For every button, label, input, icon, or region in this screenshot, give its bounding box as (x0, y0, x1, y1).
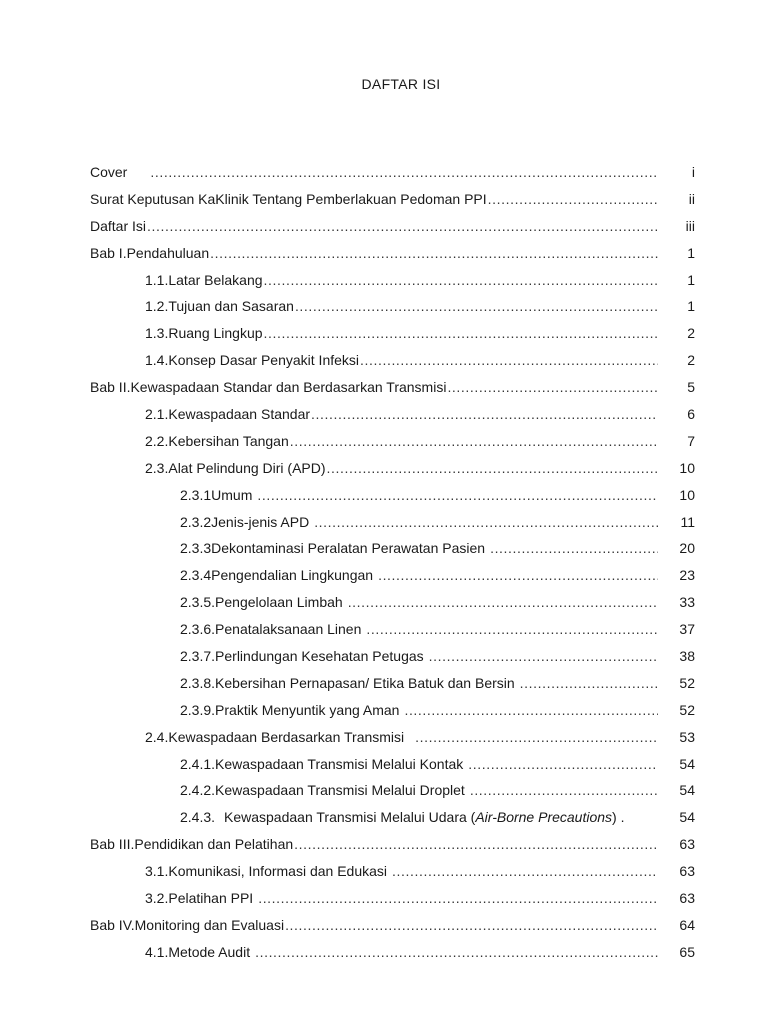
toc-page-number: i (691, 164, 695, 180)
toc-entry[interactable] (90, 245, 695, 272)
toc-entry[interactable] (90, 917, 695, 944)
dot-leader (285, 917, 658, 933)
dot-leader (258, 890, 658, 906)
toc-page-number: 11 (680, 513, 695, 530)
toc-entry-number: Bab III. (90, 836, 135, 853)
toc-page-number: 10 (679, 459, 695, 476)
toc-entry-number: 1.3. (145, 325, 169, 342)
dot-leader (257, 487, 658, 503)
dot-leader (264, 272, 658, 288)
toc-page-number: 38 (679, 648, 695, 665)
dot-leader (294, 836, 658, 852)
toc-entry-text: Alat Pelindung Diri (APD) (168, 459, 326, 476)
toc-entry[interactable] (90, 379, 695, 406)
page-title: DAFTAR ISI (361, 76, 441, 92)
toc-entry[interactable] (90, 164, 695, 191)
dot-leader (392, 863, 658, 879)
toc-page-number: 20 (679, 540, 695, 557)
toc-entry-text: Kewaspadaan Standar (168, 406, 311, 423)
toc-entry-number: Bab II. (90, 379, 131, 396)
dot-leader (470, 782, 658, 798)
toc-entry[interactable] (90, 594, 695, 621)
toc-entry-text: Metode Audit (168, 943, 251, 960)
toc-entry-text: Kebersihan Pernapasan/ Etika Batuk dan Bersin (215, 674, 515, 691)
dot-leader (314, 514, 658, 530)
toc-entry[interactable] (90, 756, 695, 783)
toc-entry[interactable] (90, 540, 695, 567)
toc-entry[interactable] (90, 863, 695, 890)
toc-page-number: 7 (687, 432, 695, 449)
toc-entry[interactable] (90, 406, 695, 433)
toc-entry-number: 1.4. (145, 352, 169, 369)
toc-entry[interactable] (90, 191, 695, 218)
toc-entry-text: Surat Keputusan KaKlinik Tentang Pemberlakuan Pedoman PPI (90, 190, 487, 207)
toc-page-number: 52 (679, 674, 695, 691)
toc-entry-number: 2.3.3 (180, 540, 212, 557)
toc-page-number: 1 (687, 298, 695, 315)
dot-leader (520, 675, 658, 691)
toc-page-number: 6 (687, 406, 695, 423)
toc-page-number: 53 (679, 728, 695, 745)
toc-page-number: 2 (687, 325, 695, 342)
toc-entry[interactable] (90, 272, 695, 299)
toc-entry-number: 2.4. (145, 728, 169, 745)
dot-leader (150, 164, 658, 180)
toc-page-number: iii (685, 217, 695, 234)
toc-entry-number: Bab IV. (90, 916, 135, 933)
toc-entry-number: 1.2. (145, 298, 169, 315)
dot-leader (488, 191, 658, 207)
toc-entry-text: Jenis-jenis APD (211, 513, 310, 530)
toc-entry[interactable] (90, 675, 695, 702)
dot-leader (264, 325, 658, 341)
dot-leader (311, 406, 658, 422)
toc-entry[interactable] (90, 782, 695, 809)
dot-leader (404, 702, 658, 718)
toc-page-number: 1 (687, 244, 695, 261)
dot-leader (468, 756, 658, 772)
toc-entry-text-after: ) . (612, 809, 625, 826)
toc-page-number: 54 (679, 755, 695, 772)
dot-leader (366, 621, 658, 637)
toc-page-number: ii (688, 190, 695, 207)
toc-entry-text: Komunikasi, Informasi dan Edukasi (168, 863, 388, 880)
toc-entry-text: Kewaspadaan Standar dan Berdasarkan Transmisi (130, 379, 447, 396)
toc-entry[interactable] (90, 890, 695, 917)
toc-entry-text-main: Kewaspadaan Transmisi Melalui Udara ( (224, 809, 476, 826)
toc-entry-text: Pengelolaan Limbah (215, 594, 343, 611)
toc-entry-number: 2.4.3. (180, 809, 216, 826)
toc-entry-text: Monitoring dan Evaluasi (134, 916, 285, 933)
dot-leader (360, 352, 658, 368)
toc-entry-number: 2.3.1 (180, 486, 212, 503)
toc-entry-text: Kewaspadaan Transmisi Melalui Droplet (215, 782, 465, 799)
toc-entry[interactable] (90, 729, 695, 756)
toc-entry-text (224, 809, 660, 825)
toc-entry-number: 1.1. (145, 271, 169, 288)
toc-entry[interactable] (90, 298, 695, 325)
toc-entry-number: 2.3.8. (180, 674, 216, 691)
dot-leader (327, 460, 658, 476)
toc-page-number: 64 (679, 916, 695, 933)
toc-entry-text: Kebersihan Tangan (168, 432, 289, 449)
toc-page-number: 37 (679, 621, 695, 638)
toc-entry-text: Pelatihan PPI (168, 890, 254, 907)
toc-entry[interactable] (90, 352, 695, 379)
dot-leader (415, 729, 658, 745)
toc-entry[interactable] (90, 514, 695, 541)
toc-entry-number: 2.3.6. (180, 621, 216, 638)
toc-entry-number: 4.1. (145, 943, 169, 960)
toc-page-number: 23 (679, 567, 695, 584)
toc-page-number: 33 (679, 594, 695, 611)
toc-page-number: 5 (687, 379, 695, 396)
toc-entry-number: 2.3.9. (180, 701, 216, 718)
toc-entry-text: Penatalaksanaan Linen (215, 621, 362, 638)
toc-page-number: 63 (679, 890, 695, 907)
toc-page-number: 65 (679, 943, 695, 960)
toc-entry-text: Kewaspadaan Berdasarkan Transmisi (168, 728, 405, 745)
dot-leader (348, 594, 658, 610)
toc-entry-number: 2.3.4 (180, 567, 212, 584)
toc-page-number: 54 (679, 782, 695, 799)
toc-entry-text: Pendidikan dan Pelatihan (134, 836, 294, 853)
toc-entry-number: 3.2. (145, 890, 169, 907)
dot-leader (290, 433, 658, 449)
toc-entry[interactable] (90, 460, 695, 487)
toc-entry[interactable] (90, 567, 695, 594)
toc-page-number: 54 (679, 809, 695, 826)
toc-entry-number: 2.3. (145, 459, 169, 476)
toc-entry-text: Dekontaminasi Peralatan Perawatan Pasien (211, 540, 486, 557)
toc-page-number: 63 (679, 863, 695, 880)
toc-entry-number: 2.4.1. (180, 755, 216, 772)
toc-entry-text: Pengendalian Lingkungan (211, 567, 374, 584)
toc-page-number: 10 (679, 486, 695, 503)
dot-leader (447, 379, 658, 395)
toc-entry-text: Cover (90, 164, 128, 180)
toc-entry[interactable] (90, 702, 695, 729)
toc-entry-number: Bab I. (90, 244, 127, 261)
toc-entry-text: Umum (211, 486, 253, 503)
toc-entry-number: 2.1. (145, 406, 169, 423)
toc-entry[interactable] (90, 648, 695, 675)
toc-entry-text: Latar Belakang (168, 271, 263, 288)
toc-entry-text-italic: Air-Borne Precautions (475, 809, 613, 826)
toc-entry[interactable] (90, 487, 695, 514)
toc-entry-text: Perlindungan Kesehatan Petugas (215, 648, 424, 665)
toc-entry[interactable] (90, 944, 695, 971)
dot-leader (429, 648, 658, 664)
dot-leader (295, 298, 658, 314)
toc-page-number: 63 (679, 836, 695, 853)
toc-entry[interactable] (90, 433, 695, 460)
table-of-contents (90, 164, 695, 971)
toc-entry[interactable] (90, 325, 695, 352)
toc-page-number: 52 (679, 701, 695, 718)
toc-entry-text: Ruang Lingkup (168, 325, 263, 342)
dot-leader (255, 944, 658, 960)
toc-entry[interactable] (90, 218, 695, 245)
toc-entry[interactable] (90, 836, 695, 863)
toc-page-number: 1 (687, 271, 695, 288)
toc-page-number: 2 (687, 352, 695, 369)
toc-entry-number: 2.3.5. (180, 594, 216, 611)
toc-entry-number: 2.2. (145, 432, 169, 449)
dot-leader (490, 540, 658, 556)
toc-entry[interactable] (90, 621, 695, 648)
dot-leader (147, 218, 658, 234)
toc-entry-text: Praktik Menyuntik yang Aman (215, 701, 400, 718)
dot-leader (210, 245, 658, 261)
toc-entry-text: Kewaspadaan Transmisi Melalui Kontak (215, 755, 464, 772)
toc-entry-text: Tujuan dan Sasaran (168, 298, 294, 315)
toc-entry-number: 2.3.7. (180, 648, 216, 665)
toc-entry-number: 2.4.2. (180, 782, 216, 799)
toc-entry-number: 3.1. (145, 863, 169, 880)
toc-entry-number: 2.3.2 (180, 513, 212, 530)
toc-entry-text: Konsep Dasar Penyakit Infeksi (168, 352, 360, 369)
dot-leader (378, 567, 658, 583)
toc-entry-text: Pendahuluan (126, 244, 210, 261)
toc-entry[interactable] (90, 809, 695, 836)
toc-entry-text: Daftar Isi (90, 217, 147, 234)
